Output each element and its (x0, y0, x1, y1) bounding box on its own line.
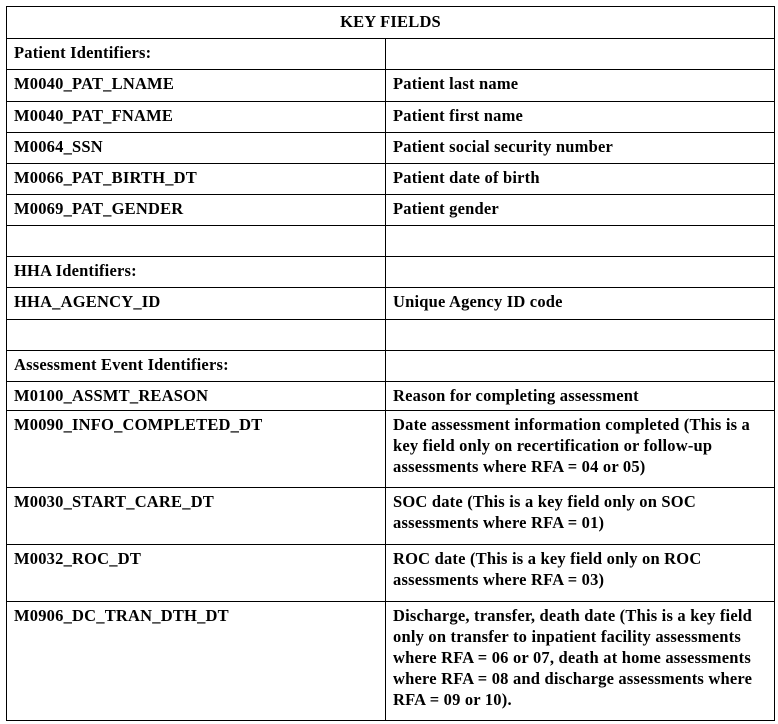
field-cell: M0906_DC_TRAN_DTH_DT (7, 602, 386, 721)
field-cell: M0066_PAT_BIRTH_DT (7, 164, 386, 195)
table-row (7, 164, 775, 195)
table-row (7, 102, 775, 133)
field-cell: M0040_PAT_FNAME (7, 102, 386, 133)
description-cell (386, 257, 775, 288)
field-cell: Assessment Event Identifiers: (7, 351, 386, 382)
table-row (7, 133, 775, 164)
description-cell (386, 226, 775, 257)
description-cell: Discharge, transfer, death date (This is a key field only on transfer to inpatient facility assessments where RFA = 06 or 07, death at home assessments where RFA = 08 and discharge assessments where RFA = 09 or 10). (386, 602, 775, 721)
table-row (7, 351, 775, 382)
description-cell: Patient date of birth (386, 164, 775, 195)
table-row (7, 545, 775, 602)
document-page (6, 6, 775, 721)
table-row (7, 226, 775, 257)
field-cell: M0090_INFO_COMPLETED_DT (7, 411, 386, 488)
description-cell (386, 351, 775, 382)
description-cell: Patient last name (386, 70, 775, 102)
description-cell: Patient social security number (386, 133, 775, 164)
table-row (7, 70, 775, 102)
table-row (7, 195, 775, 226)
field-cell: M0030_START_CARE_DT (7, 488, 386, 545)
field-cell: M0040_PAT_LNAME (7, 70, 386, 102)
table-row (7, 488, 775, 545)
description-cell: ROC date (This is a key field only on ROC assessments where RFA = 03) (386, 545, 775, 602)
table-title: KEY FIELDS (7, 7, 775, 39)
description-cell: Unique Agency ID code (386, 288, 775, 320)
description-cell: Reason for completing assessment (386, 382, 775, 411)
table-row (7, 602, 775, 721)
field-cell: M0032_ROC_DT (7, 545, 386, 602)
table-header-row (7, 7, 775, 39)
field-cell: M0069_PAT_GENDER (7, 195, 386, 226)
table-row (7, 39, 775, 70)
table-row (7, 382, 775, 411)
field-cell: Patient Identifiers: (7, 39, 386, 70)
description-cell: SOC date (This is a key field only on SOC assessments where RFA = 01) (386, 488, 775, 545)
description-cell: Date assessment information completed (This is a key field only on recertification or follow-up assessments where RFA = 04 or 05) (386, 411, 775, 488)
field-cell: M0100_ASSMT_REASON (7, 382, 386, 411)
table-row (7, 257, 775, 288)
field-cell: HHA Identifiers: (7, 257, 386, 288)
description-cell (386, 39, 775, 70)
description-cell: Patient gender (386, 195, 775, 226)
table-row (7, 288, 775, 320)
field-cell (7, 226, 386, 257)
key-fields-table (6, 6, 775, 721)
field-cell (7, 320, 386, 351)
field-cell: M0064_SSN (7, 133, 386, 164)
table-row (7, 320, 775, 351)
description-cell: Patient first name (386, 102, 775, 133)
field-cell: HHA_AGENCY_ID (7, 288, 386, 320)
table-row (7, 411, 775, 488)
description-cell (386, 320, 775, 351)
